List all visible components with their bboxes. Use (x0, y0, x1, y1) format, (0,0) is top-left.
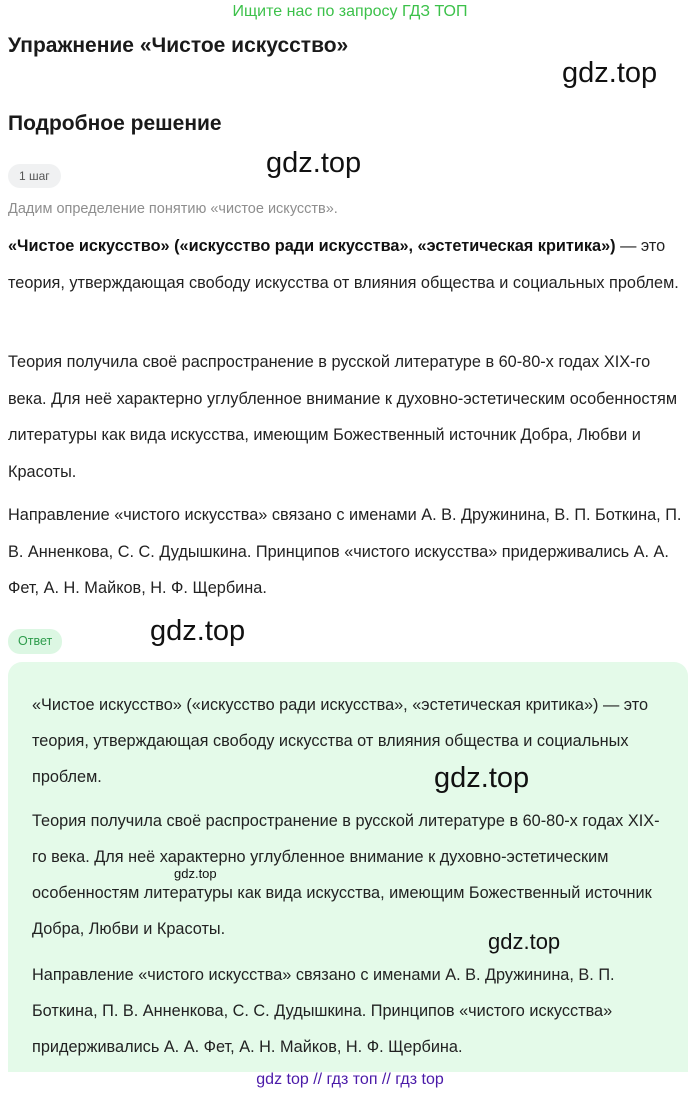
watermark: gdz.top (434, 762, 530, 794)
watermark: gdz.top (174, 866, 217, 881)
solution-paragraph: Теория получила своё распространение в русской литературе в 60-80-х годах XIX-го века. Для неё характерно углубленное внимание к духовно-эстетическим особенностям литературы как вида искусства, имеющим Божественный источник Добра, Любви и Красоты. (8, 353, 678, 481)
answer-paragraph: Теория получила своё распространение в русской литературе в 60-80-х годах XIX-го века. Для неё характерно углубленное внимание к духовно-эстетическим особенностям литературы как вида искусства, имеющим Божественный источник Добра, Любви и Красоты. (32, 812, 660, 938)
answer-paragraph: «Чистое искусство» («искусство ради искусства», «эстетическая критика») — это теория, утверждающая свободу искусства от влияния общества и социальных проблем. (32, 696, 649, 786)
step-hint: Дадим определение понятию «чистое искусств». (8, 201, 338, 217)
watermark: gdz.top (488, 929, 561, 954)
watermark: gdz.top (266, 147, 362, 179)
definition-term: «Чистое искусство» («искусство ради искусства», «эстетическая критика») (8, 237, 616, 255)
definition-text: — это теория, утверждающая свободу искусства от влияния общества и социальных проблем. (8, 237, 679, 292)
solution-paragraph: Направление «чистого искусства» связано с именами А. В. Дружинина, В. П. Боткина, П. В. Анненкова, С. С. Дудышкина. Принципов «чистого искусства» придерживались А. А. Фет, А. Н. Майков, Н. Ф. Щербина. (8, 506, 682, 597)
page-title: Упражнение «Чистое искусство» (8, 34, 349, 57)
step-badge: 1 шаг (8, 164, 61, 188)
watermark: gdz.top (150, 615, 246, 647)
section-title: Подробное решение (8, 112, 222, 135)
answer-badge: Ответ (8, 629, 62, 654)
solution-paragraph (8, 228, 692, 301)
watermark: gdz.top (562, 57, 658, 89)
footer-links[interactable]: gdz top // гдз топ // гдз top (256, 1071, 444, 1088)
answer-paragraph: Направление «чистого искусства» связано с именами А. В. Дружинина, В. П. Боткина, П. В. Анненкова, С. С. Дудышкина. Принципов «чистого искусства» придерживались А. А. Фет, А. Н. Майков, Н. Ф. Щербина. (32, 966, 615, 1056)
search-banner: Ищите нас по запросу ГДЗ ТОП (232, 3, 468, 20)
